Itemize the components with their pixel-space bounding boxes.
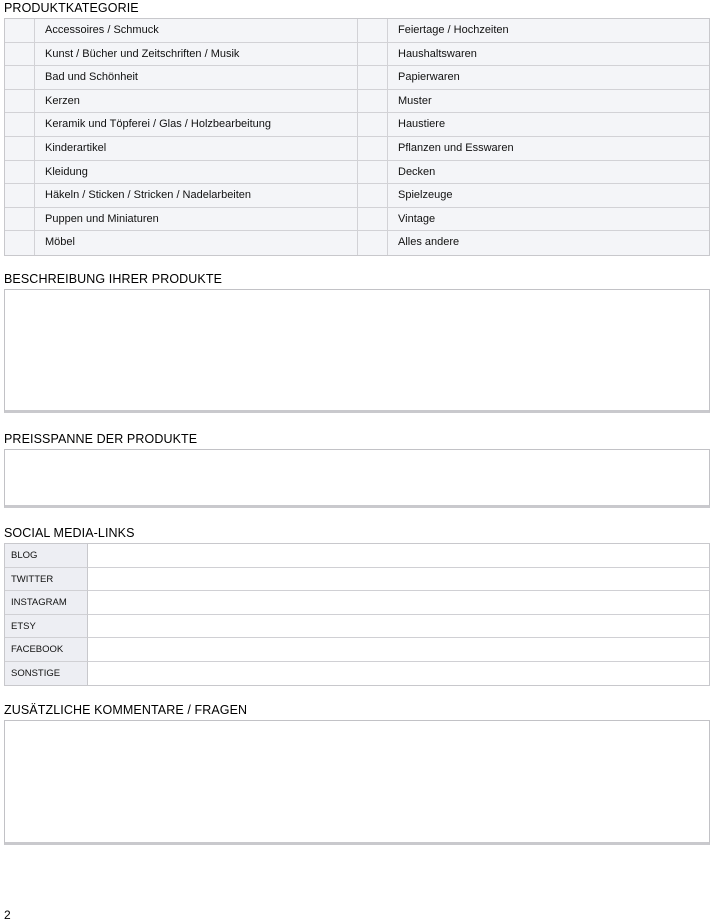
category-label: Kinderartikel [35, 137, 358, 161]
category-label: Häkeln / Sticken / Stricken / Nadelarbeiten [35, 184, 358, 208]
social-link-input[interactable] [88, 638, 709, 662]
category-checkbox[interactable] [5, 137, 35, 161]
category-checkbox[interactable] [358, 113, 388, 137]
category-label: Spielzeuge [388, 184, 709, 208]
category-label: Accessoires / Schmuck [35, 19, 358, 43]
category-heading: PRODUKTKATEGORIE [4, 1, 139, 15]
category-checkbox[interactable] [358, 90, 388, 114]
category-checkbox[interactable] [358, 231, 388, 255]
category-label: Puppen und Miniaturen [35, 208, 358, 232]
description-textarea[interactable] [4, 289, 710, 413]
price-range-heading: PREISSPANNE DER PRODUKTE [4, 432, 198, 446]
category-label: Kleidung [35, 161, 358, 185]
category-checkbox[interactable] [5, 19, 35, 43]
category-checkbox[interactable] [358, 208, 388, 232]
social-link-label: TWITTER [5, 568, 88, 592]
category-label: Keramik und Töpferei / Glas / Holzbearbeitung [35, 113, 358, 137]
social-links-table [4, 543, 710, 686]
category-label: Möbel [35, 231, 358, 255]
social-link-label: INSTAGRAM [5, 591, 88, 615]
social-links-heading: SOCIAL MEDIA-LINKS [4, 526, 135, 540]
category-label: Muster [388, 90, 709, 114]
social-link-input[interactable] [88, 615, 709, 639]
category-label: Papierwaren [388, 66, 709, 90]
category-checkbox[interactable] [358, 137, 388, 161]
category-checkbox[interactable] [358, 43, 388, 67]
price-range-textarea[interactable] [4, 449, 710, 508]
social-link-input[interactable] [88, 568, 709, 592]
social-link-input[interactable] [88, 591, 709, 615]
description-heading: BESCHREIBUNG IHRER PRODUKTE [4, 272, 223, 286]
category-label: Haustiere [388, 113, 709, 137]
category-label: Alles andere [388, 231, 709, 255]
category-checkbox[interactable] [5, 184, 35, 208]
category-checkbox[interactable] [5, 208, 35, 232]
category-checkbox[interactable] [5, 43, 35, 67]
category-label: Bad und Schönheit [35, 66, 358, 90]
category-checkbox[interactable] [358, 19, 388, 43]
category-checkbox[interactable] [5, 90, 35, 114]
category-checkbox[interactable] [5, 231, 35, 255]
social-link-label: FACEBOOK [5, 638, 88, 662]
category-checkbox[interactable] [358, 161, 388, 185]
category-label: Kerzen [35, 90, 358, 114]
page-number: 2 [4, 908, 11, 922]
category-checkbox[interactable] [358, 66, 388, 90]
category-label: Pflanzen und Esswaren [388, 137, 709, 161]
category-checkbox[interactable] [358, 184, 388, 208]
category-label: Vintage [388, 208, 709, 232]
comments-textarea[interactable] [4, 720, 710, 845]
social-link-label: BLOG [5, 544, 88, 568]
category-checkbox[interactable] [5, 113, 35, 137]
category-table [4, 18, 710, 256]
social-link-label: SONSTIGE [5, 662, 88, 686]
social-link-input[interactable] [88, 544, 709, 568]
category-label: Feiertage / Hochzeiten [388, 19, 709, 43]
social-link-label: ETSY [5, 615, 88, 639]
category-label: Kunst / Bücher und Zeitschriften / Musik [35, 43, 358, 67]
category-checkbox[interactable] [5, 161, 35, 185]
category-label: Decken [388, 161, 709, 185]
comments-heading: ZUSÄTZLICHE KOMMENTARE / FRAGEN [4, 703, 248, 717]
category-checkbox[interactable] [5, 66, 35, 90]
social-link-input[interactable] [88, 662, 709, 686]
category-label: Haushaltswaren [388, 43, 709, 67]
